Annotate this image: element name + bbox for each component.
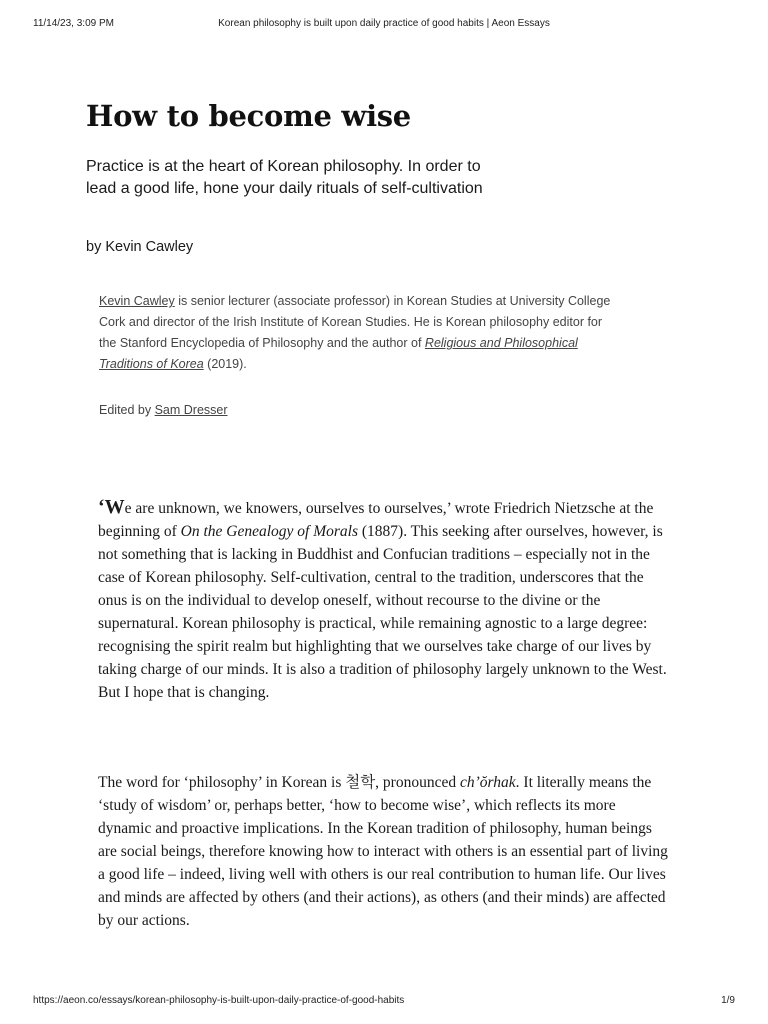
paragraph-1-text-a: e are unknown, we knowers, ourselves to ourselves,’ wrote Friedrich Nietzsche at the beginning of <box>98 500 654 540</box>
paragraph-2-term: ch’ŏrhak <box>459 774 516 791</box>
print-datetime: 11/14/23, 3:09 PM <box>33 18 114 29</box>
book-link[interactable]: Religious and Philosophical Traditions of Korea <box>99 336 578 371</box>
print-page-number: 1/9 <box>721 995 735 1006</box>
article-byline: by Kevin Cawley <box>86 239 194 255</box>
drop-cap: ‘W <box>98 496 125 518</box>
article-standfirst: Practice is at the heart of Korean philosophy. In order to lead a good life, hone your daily rituals of self-cultivation <box>86 158 483 197</box>
edited-by-label: Edited by <box>99 403 155 417</box>
paragraph-2-text-a: The word for ‘philosophy’ in Korean is 철학, pronounced <box>98 774 460 791</box>
print-footer <box>0 995 768 1009</box>
bio-text-1: is senior lecturer (associate professor) in Korean Studies at University College Cork and director of the Irish Institute of Korean Studies. He is Korean philosophy editor for the Stanford Encyclopedia of Philosophy and the author of <box>99 294 611 350</box>
article-title: How to become wise <box>86 99 411 133</box>
editor-link[interactable]: Sam Dresser <box>154 403 228 417</box>
author-bio <box>99 291 619 375</box>
bio-text-2: (2019). <box>203 357 247 371</box>
print-header <box>0 18 768 32</box>
print-url: https://aeon.co/essays/korean-philosophy-is-built-upon-daily-practice-of-good-habits <box>33 995 405 1006</box>
edited-by <box>99 403 228 417</box>
paragraph-2-text-b: . It literally means the ‘study of wisdom’ or, perhaps better, ‘how to become wise’, which reflects its more dynamic and proactive implications. In the Korean tradition of philosophy, human beings are social beings, therefore knowing how to interact with others is an essential part of living a good life – indeed, living well with others is our real contribution to human life. Our lives and minds are affected by others (and their actions), as others (and their minds) are affected by our actions. <box>98 774 668 929</box>
body-paragraph-2 <box>98 771 668 932</box>
paragraph-1-text-b: (1887). This seeking after ourselves, however, is not something that is lacking in Buddhist and Confucian traditions – especially not in the case of Korean philosophy. Self-cultivation, central to the tradition, underscores that the onus is on the individual to develop oneself, without recourse to the divine or the supernatural. Korean philosophy is practical, while remaining agnostic to a large degree: recognising the spirit realm but highlighting that we ourselves take charge of our lives by taking charge of our minds. It is also a tradition of philosophy largely unknown to the West. But I hope that is changing. <box>98 523 667 701</box>
author-link[interactable]: Kevin Cawley <box>99 294 175 308</box>
print-page-title: Korean philosophy is built upon daily practice of good habits | Aeon Essays <box>218 18 550 29</box>
body-paragraph-1 <box>98 496 668 704</box>
paragraph-1-book-title: On the Genealogy of Morals <box>180 523 359 540</box>
